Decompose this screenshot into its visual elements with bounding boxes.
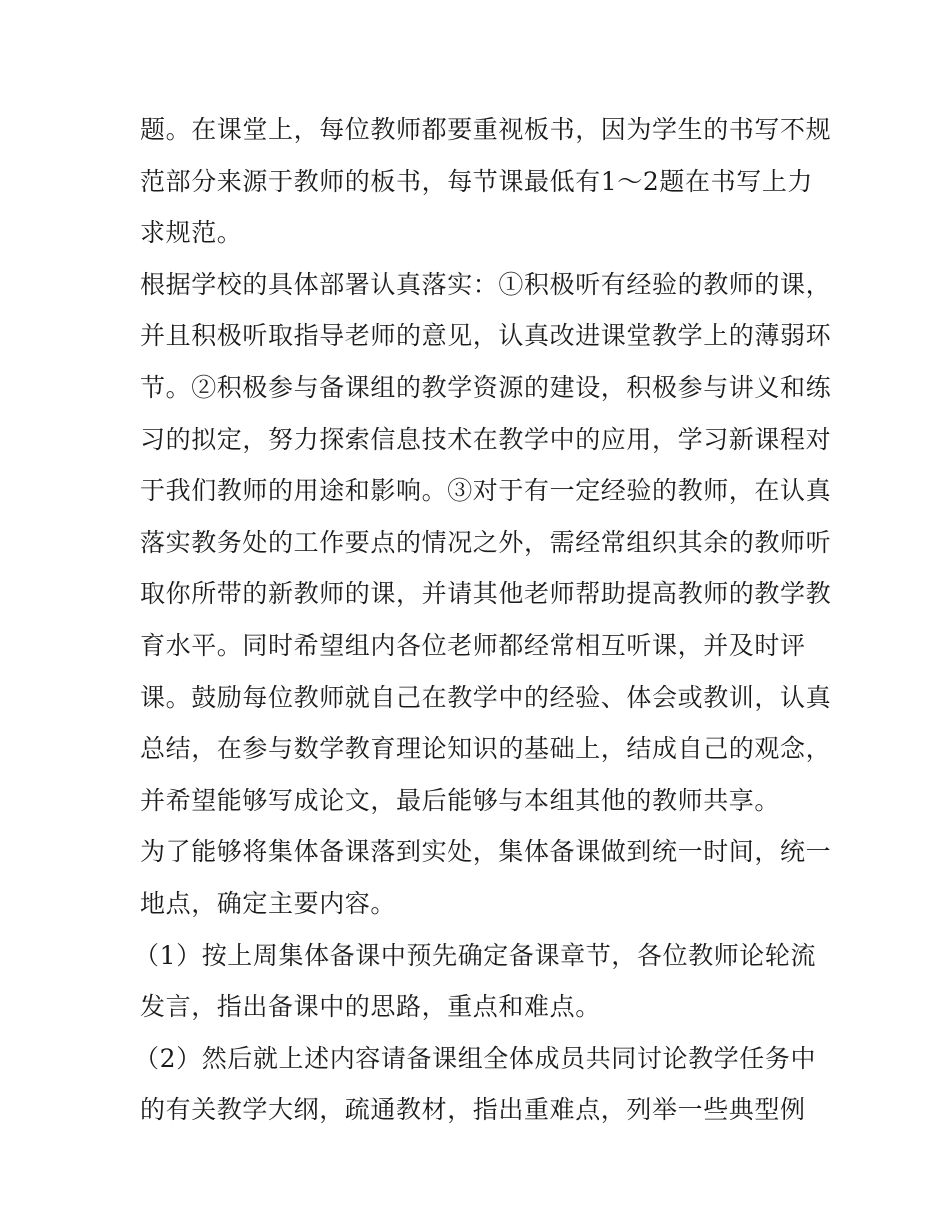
text-line: （2）然后就上述内容请备课组全体成员共同讨论教学任务中: [134, 1043, 817, 1073]
text-line: 并且积极听取指导老师的意见，认真改进课堂教学上的薄弱环: [140, 321, 832, 351]
text-line: 落实教务处的工作要点的情况之外，需经常组织其余的教师听: [140, 527, 832, 557]
text-line: 为了能够将集体备课落到实处，集体备课做到统一时间，统一: [140, 837, 832, 867]
text-line: 的有关教学大纲，疏通教材，指出重难点，列举一些典型例: [140, 1095, 806, 1125]
text-line: 节。②积极参与备课组的教学资源的建设，积极参与讲义和练: [140, 372, 832, 402]
text-line: 求规范。: [140, 218, 243, 248]
text-line: 总结，在参与数学教育理论知识的基础上，结成自己的观念，: [140, 734, 832, 764]
text-line: 习的拟定，努力探索信息技术在教学中的应用，学习新课程对: [140, 424, 832, 454]
list-item-2: [134, 1033, 820, 1136]
paragraph-collective-prep: [140, 826, 832, 929]
text-line: 地点，确定主要内容。: [140, 888, 397, 918]
text-line: 发言，指出备课中的思路，重点和难点。: [140, 992, 601, 1022]
text-line: 取你所带的新教师的课，并请其他老师帮助提高教师的教学教: [140, 579, 832, 609]
text-line: （1）按上周集体备课中预先确定备课章节，各位教师论轮流: [134, 940, 817, 970]
text-line: 范部分来源于教师的板书，每节课最低有1～2题在书写上力: [140, 166, 814, 196]
text-line: 于我们教师的用途和影响。③对于有一定经验的教师，在认真: [140, 476, 832, 506]
text-line: 题。在课堂上，每位教师都要重视板书，因为学生的书写不规: [140, 115, 832, 144]
text-line: 并希望能够写成论文，最后能够与本组其他的教师共享。: [140, 785, 781, 815]
document-body: [134, 104, 832, 1136]
list-item-1: [134, 930, 820, 1033]
text-line: 根据学校的具体部署认真落实：①积极听有经验的教师的课，: [140, 269, 832, 299]
paragraph-school-deployment: [140, 259, 832, 827]
text-line: 课。鼓励每位教师就自己在教学中的经验、体会或教训，认真: [140, 682, 832, 712]
text-line: 育水平。同时希望组内各位老师都经常相互听课，并及时评: [140, 630, 806, 660]
paragraph-board-writing: [140, 104, 832, 259]
